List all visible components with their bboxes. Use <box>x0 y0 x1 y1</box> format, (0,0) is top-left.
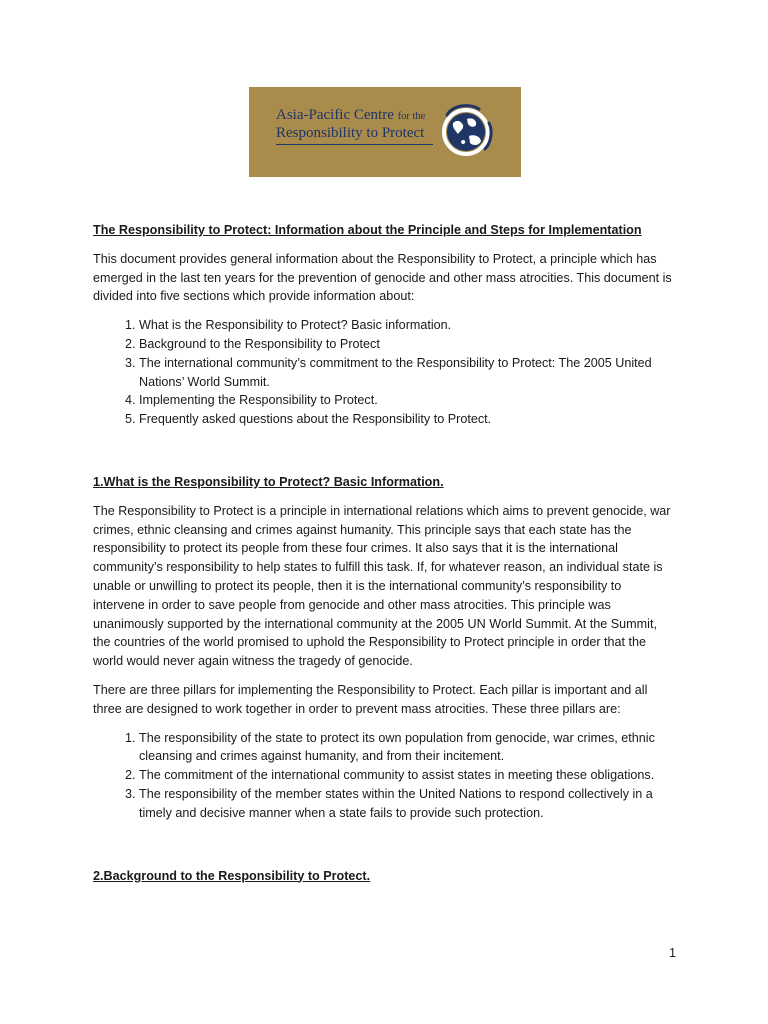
list-item: 2. Background to the Responsibility to Protect <box>139 335 675 354</box>
list-item: 5. Frequently asked questions about the Responsibility to Protect. <box>139 410 675 429</box>
sections-list <box>93 316 675 429</box>
document-body <box>93 221 675 895</box>
page-number: 1 <box>668 946 676 960</box>
list-item: 3. The responsibility of the member states within the United Nations to respond collectively in a timely and decisive manner when a state fails to provide such protection. <box>139 785 675 823</box>
list-item: 1. What is the Responsibility to Protect? Basic information. <box>139 316 675 335</box>
list-item: 1. The responsibility of the state to protect its own population from genocide, war crimes, ethnic cleansing and crimes against humanity, and from their incitement. <box>139 729 675 767</box>
logo-name-small: for the <box>397 111 426 122</box>
section1-heading: 1.What is the Responsibility to Protect? Basic Information. <box>93 474 444 489</box>
document-title: The Responsibility to Protect: Information about the Principle and Steps for Implementation <box>93 223 642 237</box>
list-item: 4. Implementing the Responsibility to Protect. <box>139 391 675 410</box>
pillars-intro-paragraph: There are three pillars for implementing the Responsibility to Protect. Each pillar is important and all three are designed to work together in order to prevent mass atrocities. These three pillars are: <box>93 682 648 716</box>
list-item: 2. The commitment of the international community to assist states in meeting these obligations. <box>139 766 675 785</box>
list-item: 3. The international community’s commitment to the Responsibility to Protect: The 2005 United Nations’ World Summit. <box>139 354 675 392</box>
logo-name-line2: Responsibility to Protect <box>276 125 425 141</box>
logo-text <box>276 107 425 142</box>
intro-paragraph: This document provides general information about the Responsibility to Protect, a principle which has emerged in the last ten years for the prevention of genocide and other mass atrocities. This document is divided into five sections which provide information about: <box>93 251 672 304</box>
pillars-list <box>93 729 675 823</box>
section2-heading: 2.Background to the Responsibility to Protect. <box>93 868 371 883</box>
organization-logo <box>249 87 521 177</box>
section1-paragraph: The Responsibility to Protect is a principle in international relations which aims to prevent genocide, war crimes, ethnic cleansing and crimes against humanity. This principle says that each state has the responsibility to protect its people from these four crimes. It also says that it is the international community’s responsibility to help states to fulfill this task. If, for whatever reason, an individual state is unable or unwilling to protect its people, then it is the international community’s responsibility to intervene in order to save people from genocide and other mass atrocities. This principle was unanimously supported by the international community at the 2005 UN World Summit. At the Summit, the countries of the world promised to uphold the Responsibility to Protect principle in order that the world would never again witness the tragedy of genocide. <box>93 503 671 669</box>
logo-rule <box>276 144 433 145</box>
globe-icon <box>439 101 495 159</box>
logo-name-main: Asia-Pacific Centre <box>276 107 394 123</box>
